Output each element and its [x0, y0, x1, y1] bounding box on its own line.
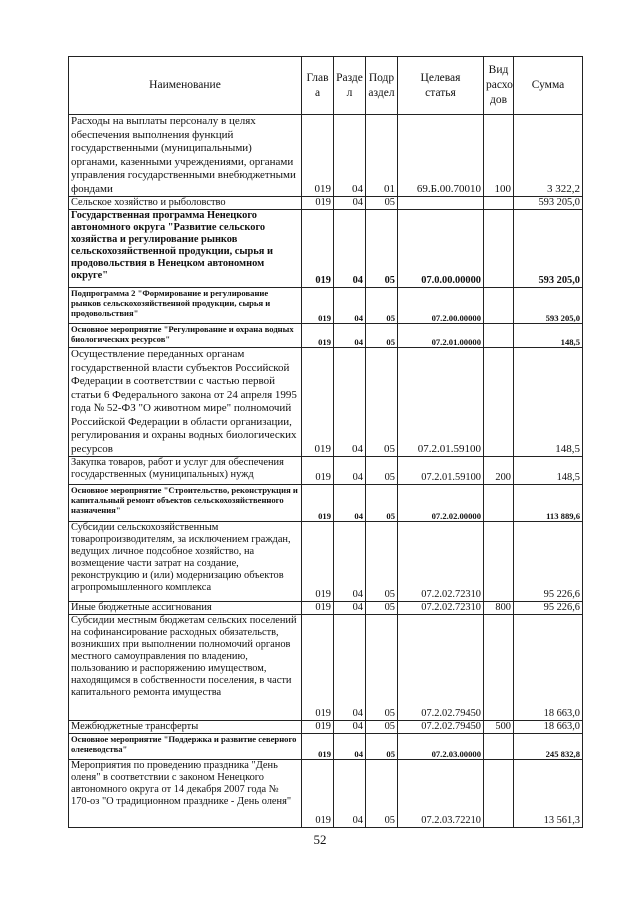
row-name: Межбюджетные трансферты — [69, 721, 302, 734]
row-razdel: 04 — [334, 288, 366, 324]
row-glava: 019 — [302, 721, 334, 734]
row-vid — [484, 288, 514, 324]
header-name: Наименование — [69, 57, 302, 115]
row-podrazdel: 05 — [366, 734, 398, 760]
header-sum: Сумма — [514, 57, 583, 115]
row-vid — [484, 210, 514, 288]
row-sum: 95 226,6 — [514, 522, 583, 602]
row-sum: 18 663,0 — [514, 721, 583, 734]
row-podrazdel: 05 — [366, 522, 398, 602]
row-sum: 95 226,6 — [514, 602, 583, 615]
row-article: 07.2.03.72210 — [398, 760, 484, 828]
row-razdel: 04 — [334, 760, 366, 828]
row-glava: 019 — [302, 760, 334, 828]
table-row — [69, 115, 583, 197]
table-row — [69, 760, 583, 828]
budget-table — [68, 56, 583, 828]
header-article: Целевая статья — [398, 57, 484, 115]
row-glava: 019 — [302, 324, 334, 348]
row-razdel: 04 — [334, 522, 366, 602]
row-sum: 593 205,0 — [514, 288, 583, 324]
row-name: Осуществление переданных органам государственной власти субъектов Российской Федерации в соответствии с частью первой статьи 6 Федерального закона от 24 апреля 1995 года № 52-ФЗ "О животном мире" полномочий Российской Федерации в области организации, регулирования и охраны водных биологических ресурсов — [69, 348, 302, 457]
row-vid: 200 — [484, 457, 514, 485]
row-podrazdel: 05 — [366, 457, 398, 485]
row-podrazdel: 05 — [366, 348, 398, 457]
row-article: 07.2.02.72310 — [398, 522, 484, 602]
row-podrazdel: 05 — [366, 210, 398, 288]
row-article: 07.0.00.00000 — [398, 210, 484, 288]
row-name: Основное мероприятие "Строительство, реконструкция и капитальный ремонт объектов сельскохозяйственного назначения" — [69, 485, 302, 522]
row-name: Закупка товаров, работ и услуг для обеспечения государственных (муниципальных) нужд — [69, 457, 302, 485]
row-sum: 18 663,0 — [514, 615, 583, 721]
row-razdel: 04 — [334, 721, 366, 734]
header-razdel: Разде л — [334, 57, 366, 115]
row-razdel: 04 — [334, 615, 366, 721]
row-article: 07.2.01.59100 — [398, 348, 484, 457]
row-article: 07.2.02.72310 — [398, 602, 484, 615]
row-name: Расходы на выплаты персоналу в целях обеспечения выполнения функций государственными (муниципальными) органами, казенными учреждениями, органами управления государственными внебюджетными фондами — [69, 115, 302, 197]
row-article: 07.2.00.00000 — [398, 288, 484, 324]
row-podrazdel: 05 — [366, 324, 398, 348]
row-name: Иные бюджетные ассигнования — [69, 602, 302, 615]
table-row — [69, 734, 583, 760]
header-podrazdel: Подр аздел — [366, 57, 398, 115]
row-glava: 019 — [302, 348, 334, 457]
row-sum: 593 205,0 — [514, 210, 583, 288]
row-razdel: 04 — [334, 324, 366, 348]
header-expense-type: Вид расхо дов — [484, 57, 514, 115]
row-sum: 593 205,0 — [514, 197, 583, 210]
row-razdel: 04 — [334, 602, 366, 615]
row-name: Основное мероприятие "Регулирование и охрана водных биологических ресурсов" — [69, 324, 302, 348]
row-name: Мероприятия по проведению праздника "День оленя" в соответствии с законом Ненецкого автономного округа от 14 декабря 2007 года № 170-оз "О традиционном празднике - День оленя" — [69, 760, 302, 828]
header-row — [69, 57, 583, 115]
row-podrazdel: 01 — [366, 115, 398, 197]
row-name: Подпрограмма 2 "Формирование и регулирование рынков сельскохозяйственной продукции, сырья и продовольствия" — [69, 288, 302, 324]
row-name: Основное мероприятие "Поддержка и развитие северного оленеводства" — [69, 734, 302, 760]
row-sum: 245 832,8 — [514, 734, 583, 760]
row-article: 69.Б.00.70010 — [398, 115, 484, 197]
row-glava: 019 — [302, 522, 334, 602]
row-vid — [484, 734, 514, 760]
row-vid — [484, 324, 514, 348]
row-glava: 019 — [302, 115, 334, 197]
row-glava: 019 — [302, 210, 334, 288]
row-vid — [484, 760, 514, 828]
row-article: 07.2.01.00000 — [398, 324, 484, 348]
row-vid: 800 — [484, 602, 514, 615]
row-glava: 019 — [302, 485, 334, 522]
row-glava: 019 — [302, 197, 334, 210]
row-razdel: 04 — [334, 457, 366, 485]
row-article: 07.2.02.79450 — [398, 721, 484, 734]
row-podrazdel: 05 — [366, 602, 398, 615]
row-sum: 113 889,6 — [514, 485, 583, 522]
row-sum: 148,5 — [514, 457, 583, 485]
row-glava: 019 — [302, 615, 334, 721]
row-article: 07.2.03.00000 — [398, 734, 484, 760]
table-row — [69, 197, 583, 210]
row-podrazdel: 05 — [366, 288, 398, 324]
row-razdel: 04 — [334, 115, 366, 197]
row-article: 07.2.02.79450 — [398, 615, 484, 721]
row-razdel: 04 — [334, 210, 366, 288]
header-glava: Глав а — [302, 57, 334, 115]
row-sum: 3 322,2 — [514, 115, 583, 197]
table-row — [69, 324, 583, 348]
row-article — [398, 197, 484, 210]
row-vid — [484, 615, 514, 721]
row-glava: 019 — [302, 602, 334, 615]
row-glava: 019 — [302, 457, 334, 485]
row-vid — [484, 485, 514, 522]
page-number: 52 — [313, 832, 327, 847]
table-row — [69, 721, 583, 734]
table-row — [69, 615, 583, 721]
table-row — [69, 457, 583, 485]
row-razdel: 04 — [334, 348, 366, 457]
row-razdel: 04 — [334, 485, 366, 522]
row-vid: 500 — [484, 721, 514, 734]
row-article: 07.2.02.00000 — [398, 485, 484, 522]
row-sum: 13 561,3 — [514, 760, 583, 828]
row-podrazdel: 05 — [366, 485, 398, 522]
row-podrazdel: 05 — [366, 615, 398, 721]
table-row — [69, 210, 583, 288]
row-article: 07.2.01.59100 — [398, 457, 484, 485]
table-row — [69, 485, 583, 522]
row-vid: 100 — [484, 115, 514, 197]
table-row — [69, 522, 583, 602]
row-razdel: 04 — [334, 197, 366, 210]
row-name: Субсидии сельскохозяйственным товаропроизводителям, за исключением граждан, ведущих личное подсобное хозяйство, на возмещение части затрат на создание, реконструкцию и (или) модернизацию объектов агропромышленного комплекса — [69, 522, 302, 602]
row-podrazdel: 05 — [366, 721, 398, 734]
row-razdel: 04 — [334, 734, 366, 760]
row-podrazdel: 05 — [366, 760, 398, 828]
row-name: Государственная программа Ненецкого автономного округа "Развитие сельского хозяйства и регулирование рынков сельскохозяйственной продукции, сырья и продовольствия в Ненецком автономном округе" — [69, 210, 302, 288]
row-name: Сельское хозяйство и рыболовство — [69, 197, 302, 210]
row-name: Субсидии местным бюджетам сельских поселений на софинансирование расходных обязательств, возникших при выполнении полномочий органов местного самоуправления по владению, пользованию и распоряжению имуществом, находящимся в собственности поселения, в части капитального ремонта имущества — [69, 615, 302, 721]
row-sum: 148,5 — [514, 324, 583, 348]
row-vid — [484, 197, 514, 210]
table-row — [69, 348, 583, 457]
table-row — [69, 288, 583, 324]
row-glava: 019 — [302, 288, 334, 324]
row-vid — [484, 522, 514, 602]
table-row — [69, 602, 583, 615]
row-sum: 148,5 — [514, 348, 583, 457]
row-podrazdel: 05 — [366, 197, 398, 210]
row-vid — [484, 348, 514, 457]
row-glava: 019 — [302, 734, 334, 760]
